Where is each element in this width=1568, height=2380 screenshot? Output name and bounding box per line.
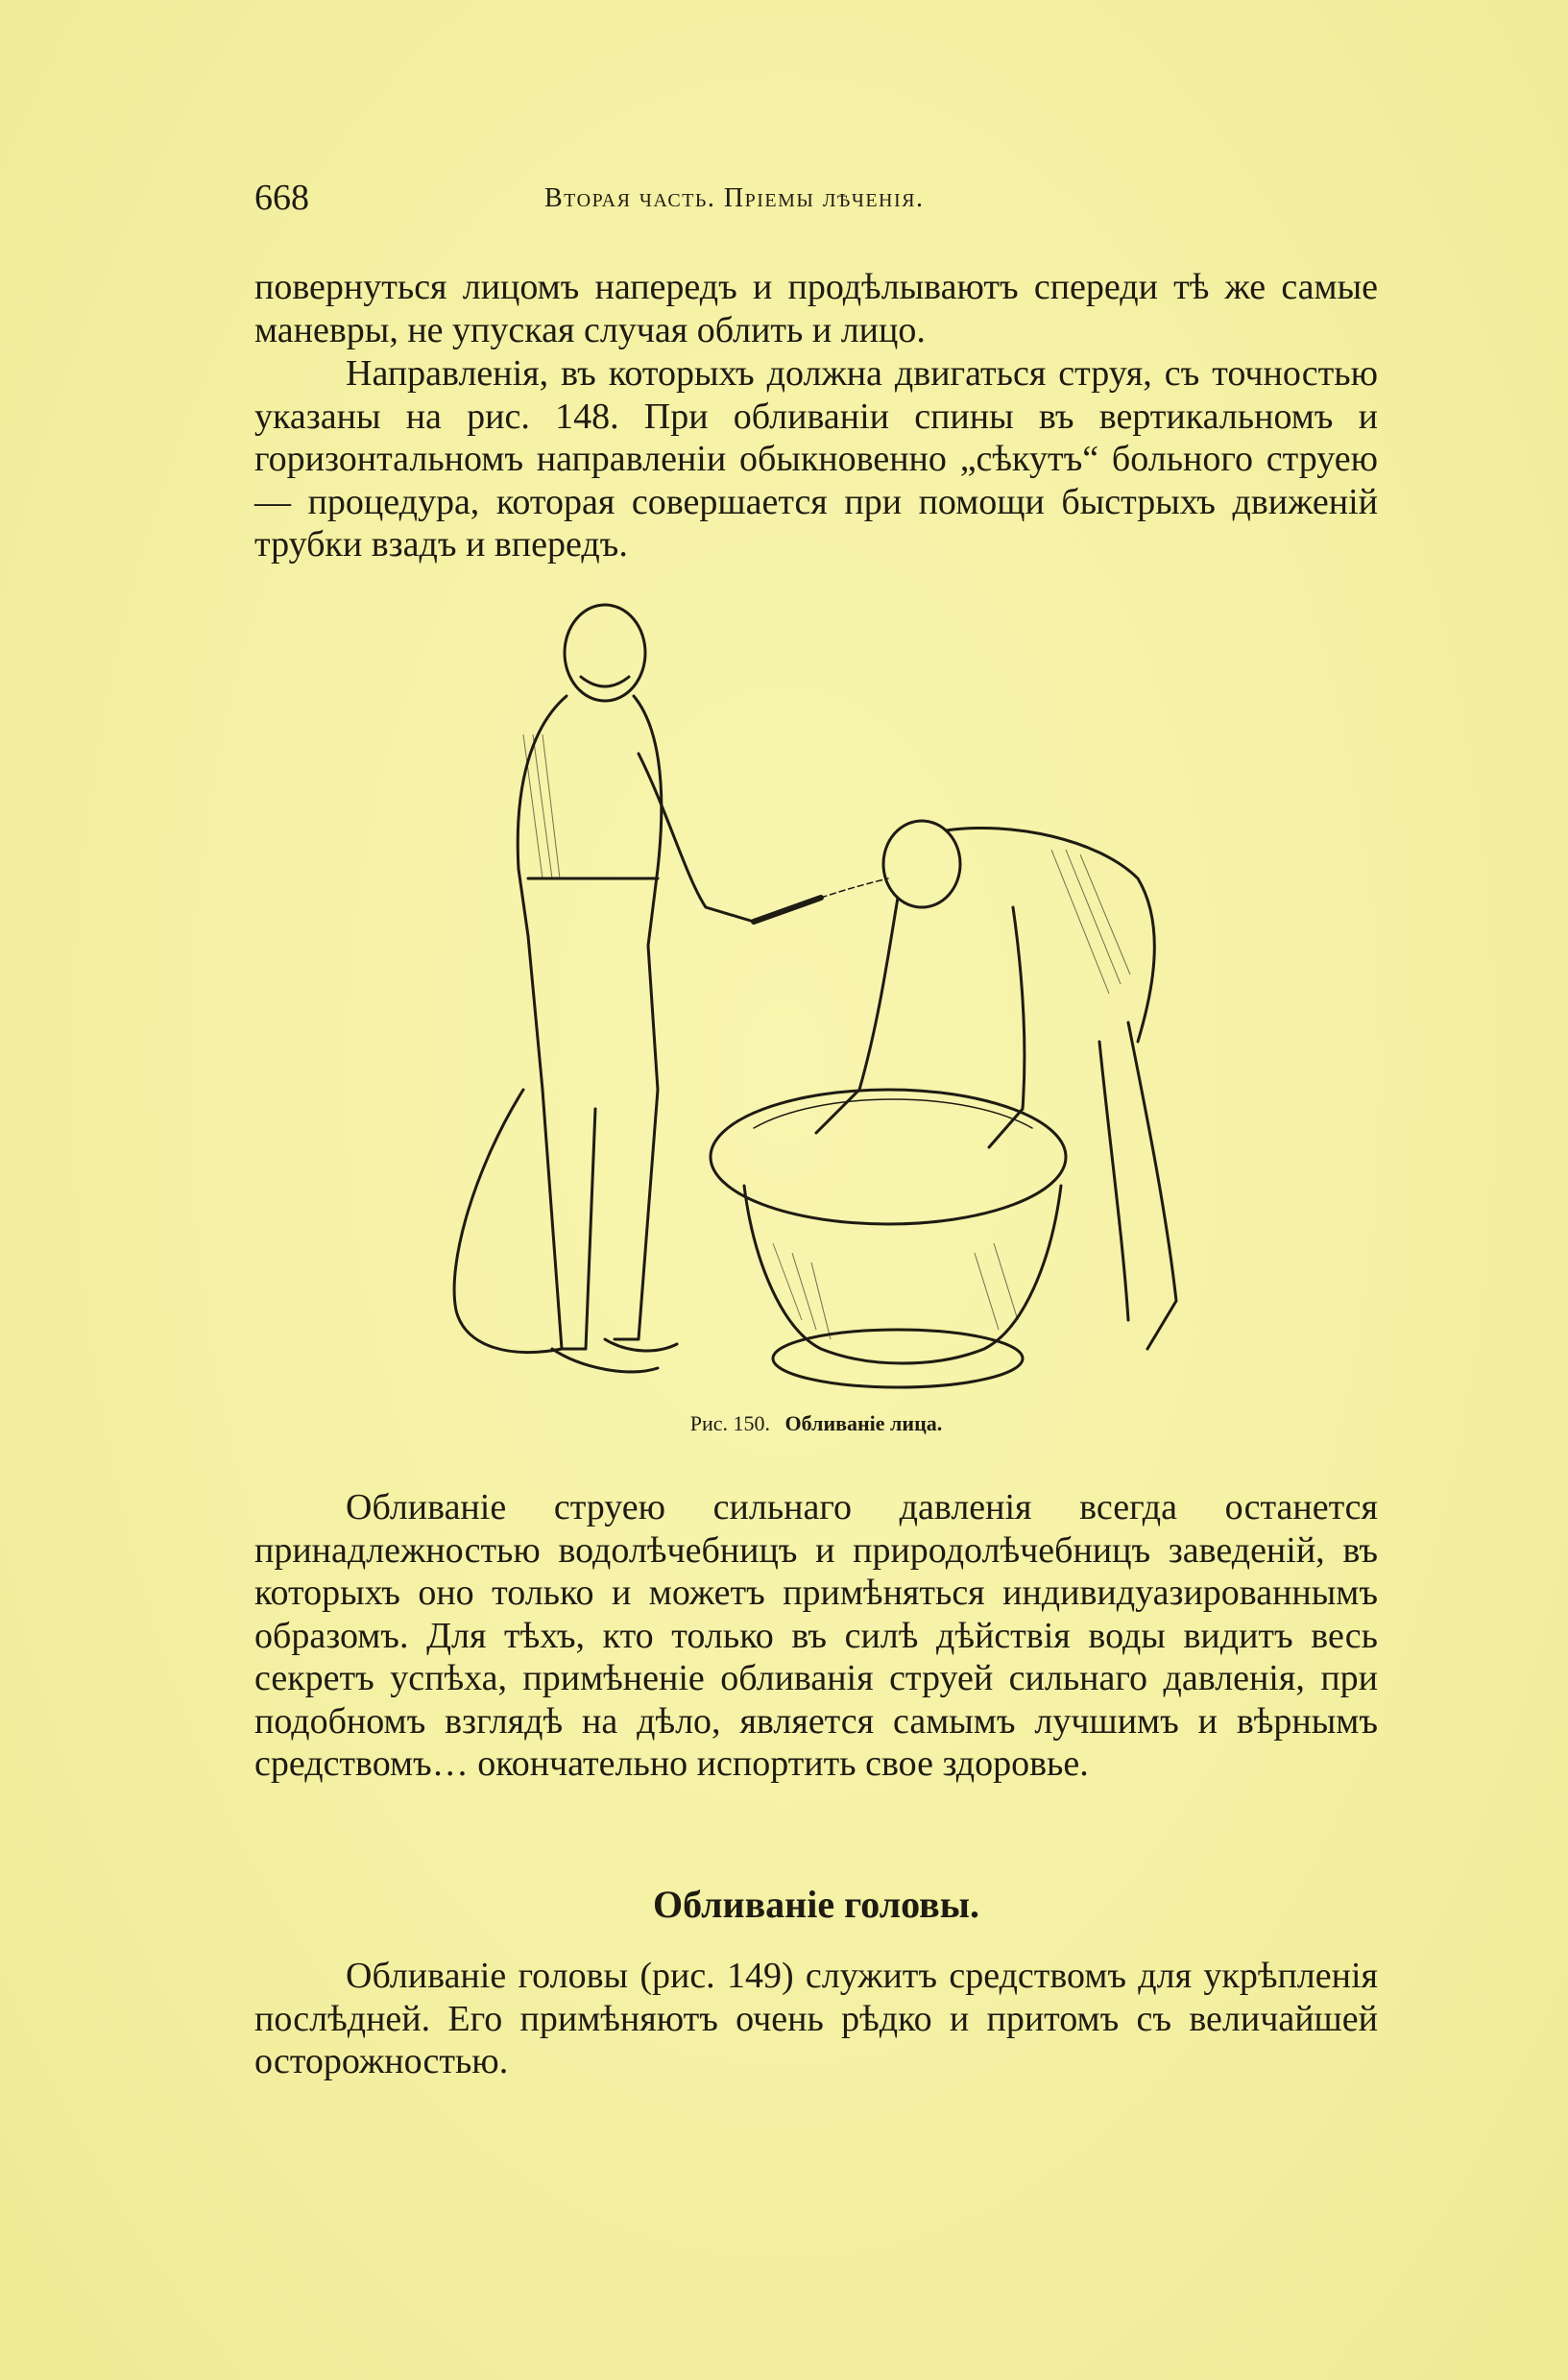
patient-head [883,821,960,907]
page-number: 668 [254,178,309,218]
patient-arm-left [816,898,898,1133]
page-header [254,177,1378,234]
paragraph-continuation: повернуться лицомъ напередъ и продѣлываютъ спереди тѣ же самые маневры, не упуская случая облить и лицо. [254,267,1378,350]
paragraph-directions: Направленія, въ которыхъ должна двигаться струя, съ точностью указаны на рис. 148. При обливаніи спины въ вертикальномъ и горизонтальномъ направленіи обыкновенно „сѣкутъ“ больного струею — процедура, которая совершается при помощи быстрыхъ движеній трубки взадъ и впередъ. [254,353,1378,565]
patient-back [946,828,1154,1042]
nozzle [754,898,821,922]
figure-number: Рис. 150. [689,1411,771,1435]
figure-title: Обливаніе лица. [784,1411,943,1435]
attendant-arm [639,754,754,922]
attendant-front [615,696,662,1339]
water-stream [821,878,888,898]
engraving-image [437,590,1195,1397]
attendant-back [518,696,595,1349]
illustration-face-douche [437,590,1195,1397]
running-head: Вторая часть. Пріемы лѣченія. [544,183,925,213]
patient-legs [1099,1022,1176,1349]
paragraph-high-pressure: Обливаніе струею сильнаго давленія всегда останется принадлежностью водолѣчебницъ и природолѣчебницъ заведеній, въ которыхъ оно только и можетъ примѣняться индивидуазированнымъ образомъ. Для тѣхъ, кто только въ силѣ дѣйствія воды видитъ весь секретъ успѣха, примѣненіе обливанія струей сильнаго давленія, при подобномъ взглядѣ на дѣло, является самымъ лучшимъ и вѣрнымъ средствомъ… окончательно испортить свое здоровье. [254,1487,1378,1784]
basin-rim [711,1090,1066,1224]
figure-caption [254,1411,1378,1436]
section-heading: Обливаніе головы. [652,1883,980,1926]
paragraph-head-douche: Обливаніе головы (рис. 149) служитъ средствомъ для укрѣпленія послѣдней. Его примѣняютъ очень рѣдко и притомъ съ величайшей осторожностью. [254,1956,1378,2081]
basin-base [773,1330,1023,1387]
